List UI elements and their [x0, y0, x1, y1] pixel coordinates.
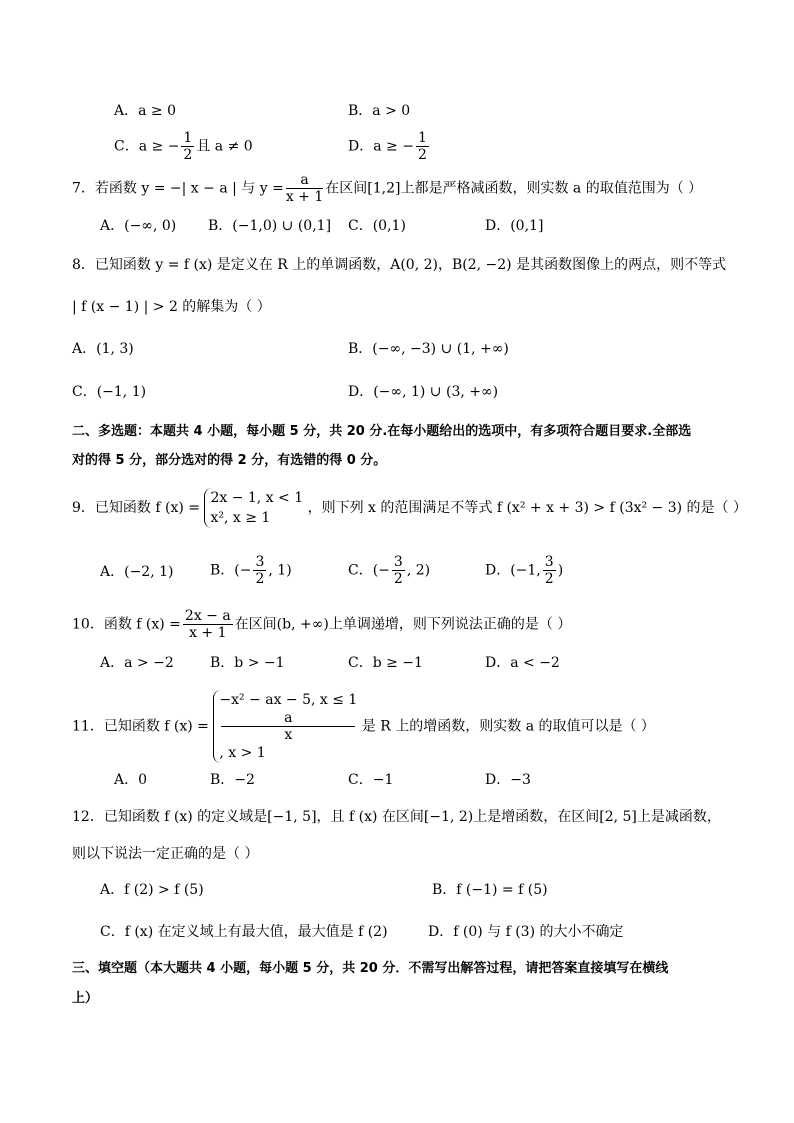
q9-piecewise: [204, 488, 303, 528]
q9-c-suffix: , 2): [406, 562, 431, 579]
q6-c-prefix: C．a ≥ −: [114, 138, 180, 155]
q7-option-c: C．(0,1): [348, 218, 406, 234]
q6-c-suffix: 且 a ≠ 0: [196, 138, 253, 155]
q8-stem-line1: 8．已知函数 y = f (x) 是定义在 R 上的单调函数，A(0, 2)，B(2, −2) 是其函数图像上的两点，则不等式: [72, 257, 727, 273]
section2-heading-line1: 二、多选题：本题共 4 小题，每小题 5 分，共 20 分.在每小题给出的选项中，有多项符合题目要求.全部选: [72, 424, 692, 439]
section3-heading-line2: 上）: [72, 991, 99, 1006]
q9-stem: [72, 488, 747, 528]
q9-b-den: 2: [255, 571, 265, 587]
q9-d-num: 3: [544, 554, 554, 570]
q9-option-a: A．(−2, 1): [100, 564, 174, 580]
q11-case2-den: x: [284, 727, 293, 743]
q12-option-c: C．f (x) 在定义域上有最大值，最大值是 f (2): [100, 924, 388, 940]
q10-frac-den: x + 1: [189, 625, 227, 641]
q11-case2: [219, 710, 357, 763]
q11-case1: −x² − ax − 5, x ≤ 1: [219, 692, 358, 708]
q11-option-c: C．−1: [348, 772, 394, 788]
q7-stem-suffix: 在区间[1,2]上都是严格减函数，则实数 a 的取值范围为（ ）: [325, 180, 703, 197]
q11-case2-suffix: , x > 1: [219, 745, 266, 761]
q8-option-b: B．(−∞, −3) ∪ (1, +∞): [348, 341, 509, 357]
q6-c-den: 2: [183, 147, 193, 163]
q12-option-a: A．f (2) > f (5): [100, 882, 204, 898]
q10-stem-suffix: 在区间(b, +∞)上单调递增，则下列说法正确的是（ ）: [234, 616, 572, 633]
q9-d-suffix: ): [557, 562, 564, 579]
q9-d-prefix: D．(−1,: [485, 562, 541, 579]
q10-frac-num: 2x − a: [184, 608, 231, 624]
q12-option-d: D．f (0) 与 f (3) 的大小不确定: [428, 924, 624, 940]
q12-stem-line2: 则以下说法一定正确的是（ ）: [72, 846, 259, 862]
q10-option-d: D．a < −2: [485, 655, 560, 671]
q9-c-prefix: C．(−: [348, 562, 390, 579]
q12-option-b: B．f (−1) = f (5): [432, 882, 548, 898]
q9-c-den: 2: [393, 571, 403, 587]
q9-d-den: 2: [544, 571, 554, 587]
q9-option-b: [210, 554, 292, 587]
q6-c-num: 1: [183, 130, 193, 146]
q10-stem-prefix: 10．函数 f (x) =: [72, 616, 181, 633]
q11-case2-num: a: [221, 710, 355, 727]
q8-option-d: D．(−∞, 1) ∪ (3, +∞): [348, 384, 499, 400]
q9-stem-prefix: 9．已知函数 f (x) =: [72, 500, 200, 516]
q10-option-a: A．a > −2: [100, 655, 174, 671]
q8-option-a: A．(1, 3): [72, 341, 134, 357]
q6-option-a: A．a ≥ 0: [114, 103, 176, 119]
q11-stem-prefix: 11．已知函数 f (x) =: [72, 718, 209, 735]
q9-case1: 2x − 1, x < 1: [210, 490, 304, 506]
q7-stem-prefix: 7．若函数 y = −| x − a | 与 y =: [72, 180, 284, 197]
q7-option-d: D．(0,1]: [485, 218, 544, 234]
q11-option-b: B．−2: [210, 772, 255, 788]
q10-option-c: C．b ≥ −1: [348, 655, 423, 671]
q9-case2: x², x ≥ 1: [210, 510, 271, 526]
section3-heading-line1: 三、填空题（本大题共 4 小题，每小题 5 分，共 20 分．不需写出解答过程，请把答案直接填写在横线: [72, 961, 669, 976]
q7-option-a: A．(−∞, 0): [100, 218, 177, 234]
q10-option-b: B．b > −1: [210, 655, 285, 671]
q9-b-suffix: , 1): [268, 562, 292, 579]
q7-frac-den: x + 1: [285, 189, 324, 205]
q8-option-c: C．(−1, 1): [72, 384, 147, 400]
q6-d-den: 2: [417, 147, 427, 163]
section2-heading-line2: 对的得 5 分，部分选对的得 2 分，有选错的得 0 分。: [72, 453, 387, 468]
q9-stem-suffix: ，则下列 x 的范围满足不等式 f (x² + x + 3) > f (3x² − 3) 的是（ ）: [307, 500, 748, 516]
q11-option-a: A．0: [114, 772, 148, 788]
q7-stem: [72, 172, 702, 205]
q8-stem-line2: | f (x − 1) | > 2 的解集为（ ）: [72, 299, 271, 315]
q6-option-c: [114, 130, 253, 163]
q6-option-b: B．a > 0: [348, 103, 411, 119]
q12-stem-line1: 12．已知函数 f (x) 的定义域是[−1, 5]，且 f (x) 在区间[−1, 2)上是增函数，在区间[2, 5]上是减函数，: [72, 809, 721, 825]
q11-piecewise: [213, 690, 357, 763]
q11-stem-suffix: 是 R 上的增函数，则实数 a 的取值可以是（ ）: [361, 718, 655, 735]
q9-c-num: 3: [393, 554, 403, 570]
q6-option-d: [348, 130, 431, 163]
q9-b-prefix: B．(−: [210, 562, 252, 579]
q7-frac-num: a: [286, 172, 323, 189]
q9-option-d: [485, 554, 563, 587]
q9-option-c: [348, 554, 430, 587]
q9-b-num: 3: [255, 554, 265, 570]
q7-option-b: B．(−1,0) ∪ (0,1]: [208, 218, 332, 234]
q10-stem: [72, 608, 571, 641]
q11-option-d: D．−3: [485, 772, 531, 788]
q6-d-num: 1: [417, 130, 427, 146]
q6-d-prefix: D．a ≥ −: [348, 138, 414, 155]
q11-stem: [72, 690, 655, 763]
